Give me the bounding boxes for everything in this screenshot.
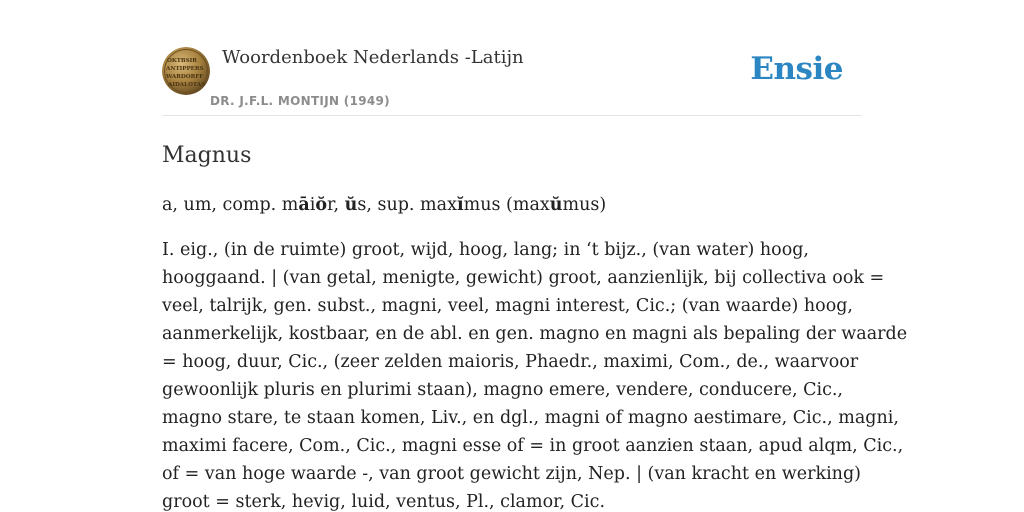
- definition-line: = hoog, duur, Cic., (zeer zelden maioris, Phaedr., maximi, Com., de., waarvoor: [162, 352, 859, 372]
- definition-line: of = van hoge waarde -, van groot gewicht zijn, Nep. | (van kracht en werking): [162, 464, 861, 484]
- definition-line: groot = sterk, hevig, luid, ventus, Pl., clamor, Cic.: [162, 492, 606, 512]
- grammar-vowel-mark: ŏ: [315, 195, 328, 215]
- definition-line: I. eig., (in de ruimte) groot, wijd, hoog, lang; in ‘t bijz., (van water) hoog,: [162, 240, 809, 260]
- book-author: DR. J.F.L. MONTIJN (1949): [210, 94, 390, 108]
- definition-line: veel, talrijk, gen. subst., magni, veel, magni interest, Cic.; (van waarde) hoog,: [162, 296, 853, 316]
- definition-line: hooggaand. | (van getal, menigte, gewicht) groot, aanzienlijk, bij collectiva ook =: [162, 268, 885, 288]
- grammar-text: mus (max: [463, 195, 550, 215]
- definition-line: maximi facere, Com., Cic., magni esse of = in groot aanzien staan, apud alqm, Cic.,: [162, 436, 904, 456]
- entry-definition: [162, 236, 908, 512]
- grammar-vowel-mark: ŭ: [344, 195, 358, 215]
- book-seal-image[interactable]: [162, 47, 210, 95]
- book-title-link[interactable]: Woordenboek Nederlands -Latijn: [222, 47, 524, 68]
- definition-line: aanmerkelijk, kostbaar, en de abl. en gen. magno en magni als bepaling der waarde: [162, 324, 908, 344]
- dictionary-page: [162, 0, 908, 512]
- definition-line: gewoonlijk pluris en plurimi staan), magno emere, vendere, conducere, Cic.,: [162, 380, 843, 400]
- seal-lettering: ANTIPPERS: [166, 66, 204, 72]
- grammar-text: r,: [327, 195, 345, 215]
- grammar-vowel-mark: ā: [298, 195, 310, 215]
- grammar-text: i: [309, 195, 316, 215]
- grammar-vowel-mark: ĭ: [456, 195, 464, 215]
- entry-headword: Magnus: [162, 143, 252, 168]
- ensie-logo[interactable]: Ensie: [750, 51, 843, 87]
- grammar-text: a, um, comp. m: [162, 195, 299, 215]
- grammar-text: s, sup. max: [357, 195, 457, 215]
- grammar-vowel-mark: ŭ: [549, 195, 563, 215]
- entry-grammar: [162, 193, 862, 217]
- seal-lettering: WARDORFF: [166, 74, 204, 80]
- seal-lettering: AIDALOTAS: [168, 82, 206, 88]
- grammar-text: mus): [562, 195, 607, 215]
- book-header: [162, 44, 862, 116]
- seal-lettering: OKTBSIR: [167, 58, 197, 64]
- definition-line: magno stare, te staan komen, Liv., en dgl., magni of magno aestimare, Cic., magni,: [162, 408, 899, 428]
